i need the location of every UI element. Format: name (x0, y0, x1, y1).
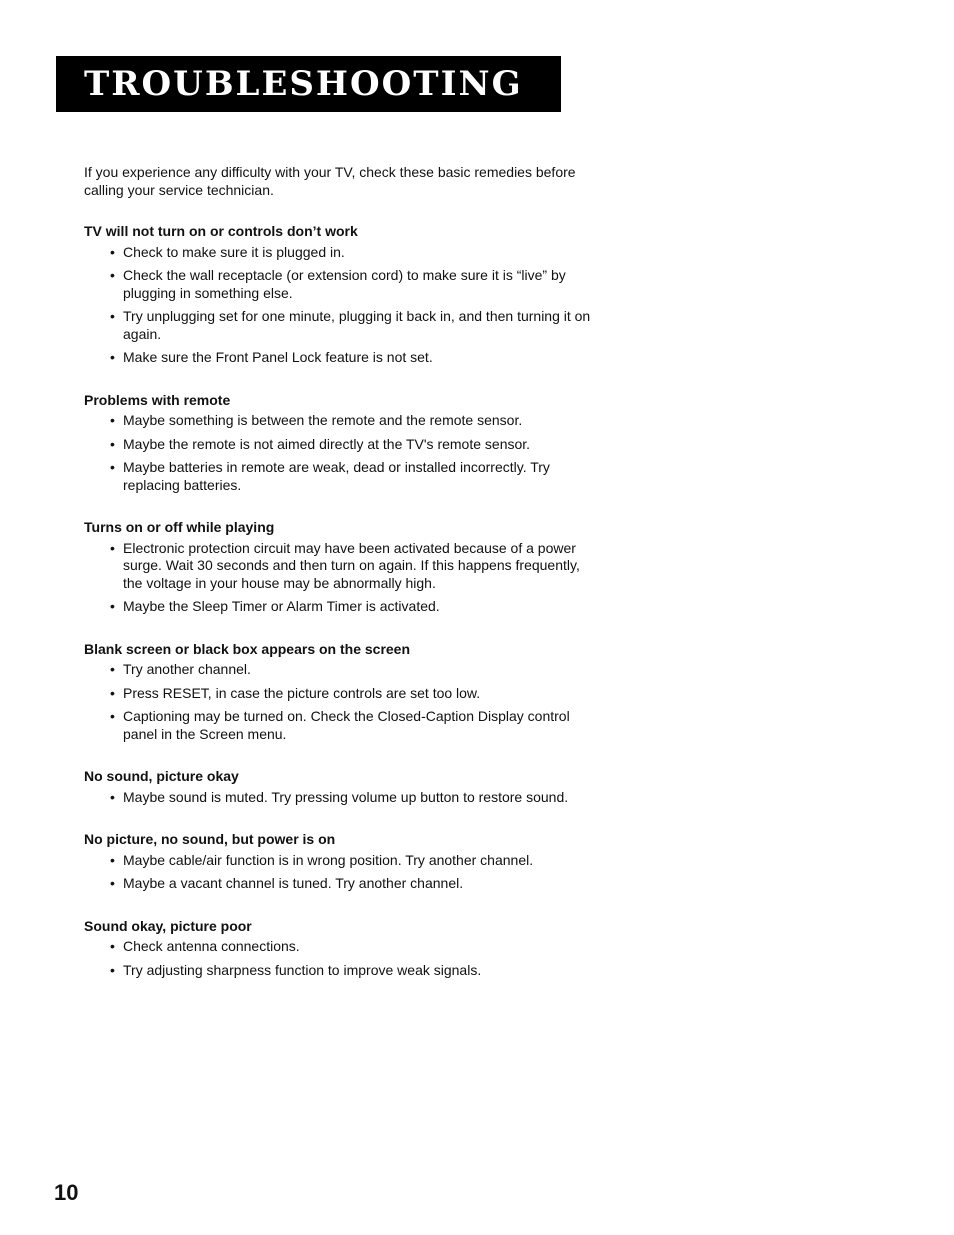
bullet-list (84, 412, 594, 494)
section (84, 768, 594, 806)
list-item-text: Maybe a vacant channel is tuned. Try another channel. (123, 875, 464, 891)
list-item-text: Check antenna connections. (123, 938, 300, 954)
title-banner (56, 56, 561, 112)
bullet-list (84, 938, 594, 979)
section (84, 392, 594, 495)
section (84, 641, 594, 744)
list-item (84, 962, 594, 980)
list-item (84, 267, 594, 302)
list-item (84, 349, 594, 367)
list-item (84, 938, 594, 956)
bullet-icon: • (110, 788, 115, 805)
section-heading: No picture, no sound, but power is on (84, 831, 336, 847)
list-item-text: Try another channel. (123, 661, 251, 677)
list-item (84, 685, 594, 703)
bullet-icon: • (110, 708, 115, 724)
list-item-text: Make sure the Front Panel Lock feature is not set. (123, 349, 433, 365)
section-heading: Turns on or off while playing (84, 519, 275, 535)
list-item (84, 244, 594, 262)
list-item-text: Maybe the remote is not aimed directly at the TV's remote sensor. (123, 435, 531, 452)
section (84, 918, 594, 980)
bullet-icon: • (110, 267, 115, 283)
list-item (84, 852, 594, 870)
bullet-icon: • (110, 938, 115, 954)
list-item (84, 308, 594, 343)
list-item (84, 540, 594, 593)
bullet-icon: • (110, 961, 115, 978)
bullet-icon: • (110, 308, 115, 324)
section-heading: Problems with remote (84, 391, 231, 408)
list-item-text: Maybe batteries in remote are weak, dead or installed incorrectly. Try replacing batteries. (123, 459, 550, 493)
bullet-list (84, 661, 594, 743)
list-item-text: Electronic protection circuit may have been activated because of a power surge. Wait 30 seconds and then turn on again. If this happens frequently, the voltage in your house may be abnormally high. (123, 539, 580, 591)
list-item-text: Try unplugging set for one minute, plugging it back in, and then turning it on again. (123, 308, 591, 342)
bullet-icon: • (110, 459, 115, 475)
section (84, 223, 594, 367)
list-item (84, 661, 594, 679)
troubleshooting-sections (84, 223, 594, 979)
list-item (84, 412, 594, 430)
bullet-icon: • (110, 875, 115, 891)
bullet-icon: • (110, 412, 115, 428)
bullet-list (84, 852, 594, 893)
bullet-icon: • (110, 243, 115, 260)
list-item-text: Maybe something is between the remote and the remote sensor. (123, 412, 523, 428)
section-heading: TV will not turn on or controls don’t work (84, 223, 358, 239)
page-number: 10 (54, 1180, 79, 1205)
list-item-text: Captioning may be turned on. Check the Closed-Caption Display control panel in the Screen menu. (123, 708, 570, 742)
section-heading: Blank screen or black box appears on the screen (84, 640, 411, 657)
list-item (84, 436, 594, 454)
bullet-icon: • (110, 435, 115, 452)
intro-paragraph: If you experience any difficulty with your TV, check these basic remedies before calling your service technician. (84, 164, 576, 198)
bullet-icon: • (110, 598, 115, 614)
page-title: TROUBLESHOOTING (84, 64, 523, 104)
list-item (84, 708, 594, 743)
bullet-icon: • (110, 851, 115, 868)
section (84, 519, 594, 616)
list-item-text: Maybe cable/air function is in wrong position. Try another channel. (123, 851, 534, 868)
list-item-text: Try adjusting sharpness function to improve weak signals. (123, 961, 482, 978)
list-item (84, 789, 594, 807)
list-item-text: Check the wall receptacle (or extension cord) to make sure it is “live” by plugging in something else. (123, 267, 566, 301)
bullet-icon: • (110, 684, 115, 701)
document-body (84, 164, 594, 1004)
bullet-list (84, 789, 594, 807)
bullet-icon: • (110, 539, 115, 556)
bullet-icon: • (110, 661, 115, 677)
section-heading: Sound okay, picture poor (84, 917, 252, 934)
bullet-icon: • (110, 349, 115, 365)
list-item (84, 459, 594, 494)
list-item (84, 598, 594, 616)
section-heading: No sound, picture okay (84, 768, 239, 784)
section (84, 831, 594, 893)
bullet-list (84, 244, 594, 367)
list-item-text: Maybe the Sleep Timer or Alarm Timer is activated. (123, 598, 440, 614)
list-item-text: Check to make sure it is plugged in. (123, 243, 345, 260)
bullet-list (84, 540, 594, 616)
list-item-text: Maybe sound is muted. Try pressing volume up button to restore sound. (123, 788, 569, 805)
list-item (84, 875, 594, 893)
list-item-text: Press RESET, in case the picture controls are set too low. (123, 684, 481, 701)
